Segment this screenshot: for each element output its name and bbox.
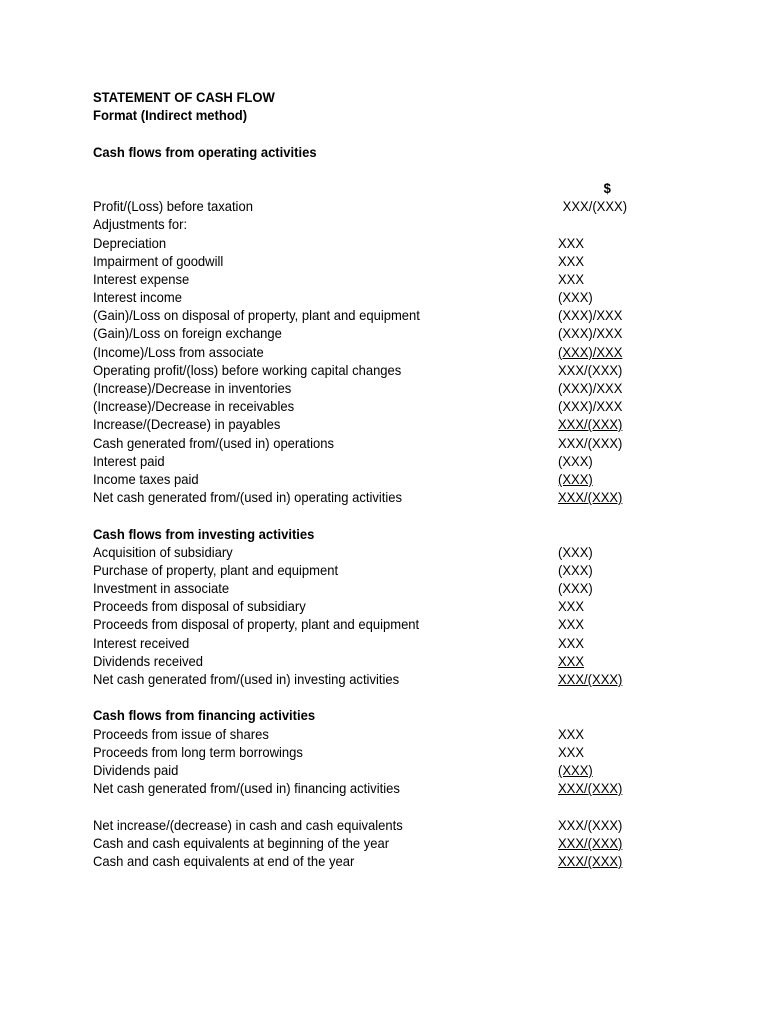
row-amount: XXX [558, 743, 585, 760]
statement-row [93, 288, 614, 306]
row-amount: XXX/(XXX) [558, 361, 623, 378]
section-heading-investing: Cash flows from investing activities [93, 525, 315, 542]
row-amount: (XXX) [558, 470, 593, 487]
row-amount: XXX [558, 234, 585, 251]
currency-symbol: $ [603, 179, 611, 196]
statement-row [93, 379, 623, 397]
row-label: Investment in associate [93, 580, 230, 597]
statement-row-total [93, 779, 623, 797]
statement-row [93, 415, 623, 433]
statement-row-total [93, 488, 623, 506]
statement-row [93, 397, 623, 415]
row-label: Net increase/(decrease) in cash and cash equivalents [93, 816, 403, 833]
row-label: Net cash generated from/(used in) financing activities [93, 780, 400, 797]
row-amount: XXX [558, 616, 585, 633]
row-label: Interest received [93, 634, 190, 651]
row-amount: XXX/(XXX) [558, 834, 623, 851]
row-label: Operating profit/(loss) before working capital changes [93, 361, 402, 378]
currency-header [93, 179, 614, 197]
row-label: Cash and cash equivalents at beginning of the year [93, 834, 390, 851]
row-amount: (XXX) [558, 452, 593, 469]
row-label: Acquisition of subsidiary [93, 543, 233, 560]
row-amount: (XXX)/XXX [558, 343, 623, 360]
row-amount: XXX/(XXX) [558, 816, 623, 833]
row-amount: XXX/(XXX) [558, 416, 623, 433]
statement-row [93, 615, 614, 633]
row-amount: XXX [558, 252, 585, 269]
statement-row [93, 543, 614, 561]
row-label: Cash and cash equivalents at end of the year [93, 852, 355, 869]
statement-row [93, 634, 614, 652]
statement-row [93, 725, 614, 743]
row-label: Income taxes paid [93, 470, 199, 487]
row-amount: (XXX)/XXX [558, 325, 623, 342]
statement-row [93, 270, 614, 288]
statement-row [93, 652, 614, 670]
row-amount: XXX/(XXX) [558, 434, 623, 451]
row-label: Net cash generated from/(used in) operating activities [93, 489, 403, 506]
row-label: Proceeds from disposal of subsidiary [93, 598, 306, 615]
section-heading-operating: Cash flows from operating activities [93, 143, 317, 160]
cash-flow-statement [93, 88, 628, 870]
section-heading-financing: Cash flows from financing activities [93, 707, 316, 724]
statement-row [93, 197, 628, 215]
row-label: Proceeds from disposal of property, plant and equipment [93, 616, 420, 633]
statement-row [93, 761, 614, 779]
row-label: Impairment of goodwill [93, 252, 224, 269]
row-amount: XXX/(XXX) [558, 489, 623, 506]
row-label: Interest expense [93, 270, 190, 287]
row-amount: XXX [558, 270, 585, 287]
document-title: STATEMENT OF CASH FLOW [93, 89, 275, 105]
statement-row [93, 361, 623, 379]
row-amount: (XXX)/XXX [558, 380, 623, 396]
row-label: Purchase of property, plant and equipment [93, 561, 339, 578]
row-amount: (XXX)/XXX [558, 398, 623, 415]
summary-row [93, 852, 623, 870]
row-amount: (XXX) [558, 580, 593, 597]
row-label: Increase/(Decrease) in payables [93, 416, 281, 433]
row-amount: XXX/(XXX) [562, 198, 628, 215]
statement-row [93, 252, 614, 270]
row-label: (Gain)/Loss on foreign exchange [93, 325, 282, 342]
statement-row [93, 434, 623, 452]
statement-row [93, 561, 614, 579]
row-label: Proceeds from long term borrowings [93, 743, 303, 760]
row-amount: (XXX) [558, 543, 593, 560]
row-label: Adjustments for: [93, 216, 188, 233]
statement-row [93, 743, 614, 761]
row-amount: (XXX) [558, 561, 593, 578]
row-label: (Gain)/Loss on disposal of property, plant and equipment [93, 307, 420, 324]
row-amount: XXX [558, 634, 585, 651]
row-label: Interest income [93, 289, 183, 306]
row-amount: (XXX) [558, 289, 593, 306]
statement-row [93, 324, 623, 342]
row-label: (Increase)/Decrease in inventories [93, 380, 292, 396]
statement-row [93, 470, 614, 488]
row-label: Proceeds from issue of shares [93, 725, 269, 742]
row-amount: XXX/(XXX) [558, 780, 623, 797]
row-label: Dividends received [93, 652, 204, 669]
row-label: Interest paid [93, 452, 165, 469]
row-amount: (XXX) [558, 761, 593, 778]
row-amount: XXX [558, 725, 585, 742]
summary-row [93, 834, 623, 852]
row-amount: XXX [558, 598, 585, 615]
document-subtitle: Format (Indirect method) [93, 107, 248, 124]
summary-row [93, 816, 623, 834]
statement-row [93, 343, 623, 361]
row-label: Dividends paid [93, 761, 179, 778]
row-label: Cash generated from/(used in) operations [93, 434, 335, 451]
statement-row [93, 579, 614, 597]
row-label: (Income)/Loss from associate [93, 343, 264, 360]
row-amount: XXX/(XXX) [558, 671, 623, 687]
statement-row [93, 452, 614, 470]
statement-row-total [93, 670, 623, 688]
row-amount: XXX [558, 652, 585, 669]
statement-row [93, 234, 614, 252]
statement-row [93, 597, 614, 615]
row-amount: (XXX)/XXX [558, 307, 623, 324]
row-label: Depreciation [93, 234, 167, 251]
statement-row [93, 306, 623, 324]
row-label: (Increase)/Decrease in receivables [93, 398, 295, 415]
row-label: Net cash generated from/(used in) investing activities [93, 671, 400, 687]
row-amount: XXX/(XXX) [558, 852, 623, 869]
row-label: Profit/(Loss) before taxation [93, 198, 253, 215]
statement-row [93, 215, 614, 233]
